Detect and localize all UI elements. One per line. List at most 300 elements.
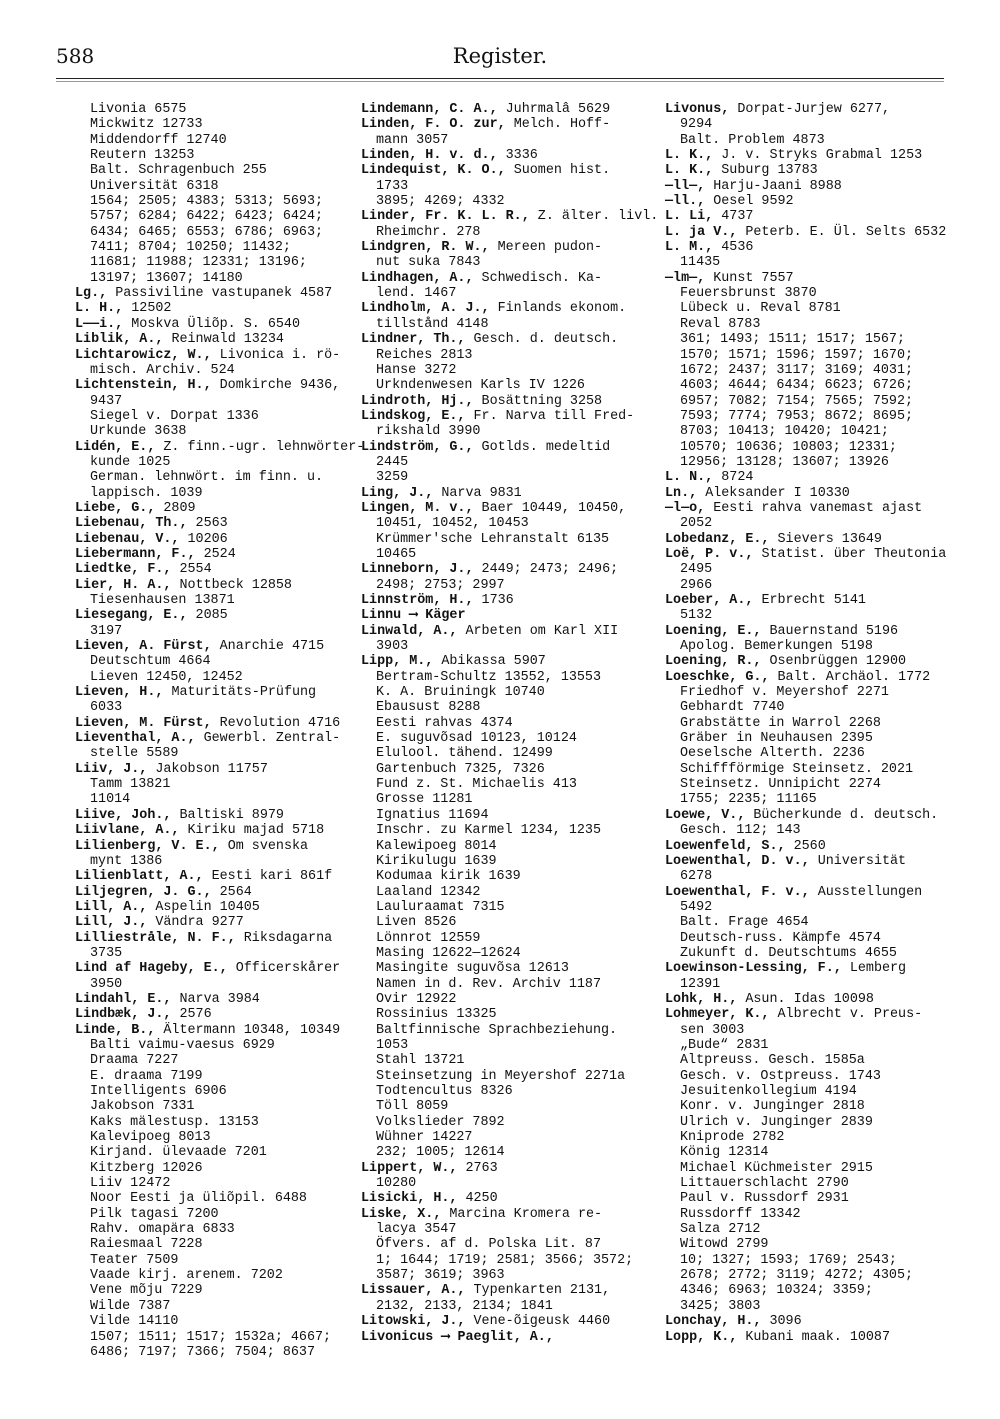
index-subentry — [75, 1268, 360, 1283]
index-subentry — [361, 946, 646, 961]
entry-author: Lindhagen, A., — [361, 270, 474, 286]
index-entry — [361, 1314, 646, 1329]
entry-text: 1564; 2505; 4383; 5313; 5693; — [90, 194, 324, 210]
index-subentry — [361, 317, 646, 332]
entry-text: Töll 8059 — [376, 1099, 449, 1115]
entry-text: 6278 — [680, 869, 713, 885]
index-subentry — [75, 700, 360, 715]
entry-text: Livonia 6575 — [90, 102, 187, 117]
entry-text: Jesuitenkollegium 4194 — [680, 1084, 857, 1099]
entry-text: Rahv. omapära 6833 — [90, 1222, 235, 1238]
entry-text: Typenkarten 2131, — [465, 1283, 611, 1299]
index-entry — [75, 731, 360, 746]
index-subentry — [665, 685, 950, 700]
entry-text: Liiv 12472 — [90, 1176, 171, 1192]
index-subentry — [665, 1237, 950, 1252]
entry-text: Gesch. d. deutsch. — [465, 332, 619, 348]
entry-text: Balt. Schragenbuch 255 — [90, 163, 267, 179]
index-entry — [361, 271, 646, 286]
index-subentry — [75, 271, 360, 286]
index-subentry — [361, 885, 646, 900]
entry-author: Lindahl, E., — [75, 991, 172, 1007]
entry-text: kunde 1025 — [90, 454, 171, 470]
entry-text: 5492 — [680, 899, 713, 915]
entry-text: E. draama 7199 — [90, 1068, 203, 1084]
index-subentry — [361, 1222, 646, 1237]
index-entry — [75, 885, 360, 900]
entry-text: 12391 — [680, 976, 721, 992]
entry-text: Öfvers. af d. Polska Lit. 87 — [376, 1237, 601, 1253]
entry-text: rikshald 3990 — [376, 424, 481, 440]
index-entry — [665, 670, 950, 685]
index-subentry — [361, 1299, 646, 1314]
index-subentry — [665, 1283, 950, 1298]
entry-text: Marcina Kromera re- — [441, 1206, 603, 1222]
index-entry — [75, 915, 360, 930]
entry-author: L. H., — [75, 301, 124, 317]
index-entry — [361, 440, 646, 455]
entry-text: 1733 — [376, 178, 409, 194]
index-entry — [361, 1283, 646, 1298]
entry-author: L. M., — [665, 240, 714, 256]
index-subentry — [361, 792, 646, 807]
index-entry — [361, 117, 646, 132]
entry-author: —ll., — [665, 194, 706, 210]
index-subentry — [75, 1222, 360, 1237]
entry-text: stelle 5589 — [90, 746, 179, 762]
index-entry — [665, 654, 950, 669]
entry-author: Linwald, A., — [361, 623, 458, 639]
index-subentry — [361, 685, 646, 700]
entry-author: Lissauer, A., — [361, 1283, 466, 1299]
entry-text: Konr. v. Junginger 2818 — [680, 1099, 865, 1115]
index-subentry — [665, 762, 950, 777]
index-entry — [665, 271, 950, 286]
index-subentry — [361, 1145, 646, 1160]
index-entry — [75, 332, 360, 347]
entry-text: Bosättning 3258 — [473, 393, 603, 409]
index-subentry — [665, 1115, 950, 1130]
entry-text: Fund z. St. Michaelis 413 — [376, 777, 577, 793]
entry-text: Middendorff 12740 — [90, 132, 227, 148]
index-subentry — [665, 700, 950, 715]
entry-text: 10; 1327; 1593; 1769; 2543; — [680, 1252, 897, 1268]
entry-text: Gartenbuch 7325, 7326 — [376, 761, 545, 777]
entry-text: Balt. Archäol. 1772 — [769, 669, 931, 685]
entry-text: Lemberg — [841, 961, 907, 977]
entry-text: Kunst 7557 — [705, 270, 794, 286]
entry-text: Statist. über Theutonia — [753, 546, 947, 562]
index-subentry — [665, 578, 950, 593]
index-subentry — [665, 823, 950, 838]
index-subentry — [75, 1053, 360, 1068]
index-entry — [75, 992, 360, 1007]
entry-author: Liske, X., — [361, 1206, 442, 1222]
entry-text: Reiches 2813 — [376, 347, 473, 363]
index-entry — [665, 179, 950, 194]
entry-text: „Bude“ 2831 — [680, 1037, 769, 1053]
entry-author: Liiv, J., — [75, 761, 148, 777]
running-title: Register. — [452, 44, 548, 68]
entry-text: Deutschtum 4664 — [90, 654, 211, 670]
index-subentry — [75, 1283, 360, 1298]
entry-author: Lindroth, Hj., — [361, 393, 474, 409]
index-entry — [361, 654, 646, 669]
entry-text: J. v. Stryks Grabmal 1253 — [713, 148, 923, 164]
entry-text: Ignatius 11694 — [376, 807, 489, 823]
index-entry — [665, 163, 950, 178]
index-subentry — [361, 731, 646, 746]
index-subentry — [361, 808, 646, 823]
index-subentry — [75, 670, 360, 685]
entry-text: 3735 — [90, 945, 123, 961]
index-subentry — [75, 209, 360, 224]
index-subentry — [361, 1099, 646, 1114]
index-subentry — [75, 470, 360, 485]
index-subentry — [665, 1069, 950, 1084]
entry-text: Fr. Narva till Fred- — [465, 408, 635, 424]
entry-text: Ulrich v. Junginger 2839 — [680, 1114, 873, 1130]
entry-text: sen 3003 — [680, 1022, 745, 1038]
index-entry — [75, 716, 360, 731]
index-entry — [665, 808, 950, 823]
index-subentry — [665, 440, 950, 455]
index-entry — [75, 547, 360, 562]
entry-text: 2763 — [457, 1160, 498, 1176]
entry-author: Lippert, W., — [361, 1160, 458, 1176]
entry-text: Osenbrüggen 12900 — [761, 654, 907, 670]
entry-text: 2132, 2133, 2134; 1841 — [376, 1298, 553, 1314]
index-entry — [665, 992, 950, 1007]
index-subentry — [665, 255, 950, 270]
entry-author: Lindequist, K. O., — [361, 163, 506, 179]
index-subentry — [361, 961, 646, 976]
index-entry — [75, 1007, 360, 1022]
index-entry — [665, 148, 950, 163]
index-entry — [665, 532, 950, 547]
index-subentry — [361, 1130, 646, 1145]
entry-text: 10465 — [376, 546, 417, 562]
index-subentry — [665, 1299, 950, 1314]
entry-author: Lobedanz, E., — [665, 531, 770, 547]
entry-text: lacya 3547 — [376, 1222, 457, 1238]
entry-text: Arbeten om Karl XII — [457, 623, 619, 639]
index-subentry — [361, 762, 646, 777]
index-subentry — [665, 1253, 950, 1268]
entry-text: lend. 1467 — [376, 286, 457, 302]
index-entry — [361, 332, 646, 347]
entry-text: 4737 — [713, 209, 754, 225]
entry-author: —lm—, — [665, 270, 706, 286]
entry-text: 3197 — [90, 623, 123, 639]
index-column-3 — [665, 102, 950, 1345]
entry-text: 10570; 10636; 10803; 12331; — [680, 439, 897, 455]
entry-text: Urkunde 3638 — [90, 424, 187, 440]
entry-text: tillstånd 4148 — [376, 316, 489, 332]
entry-author: Linder, Fr. K. L. R., — [361, 209, 530, 225]
entry-text: Abikassa 5907 — [433, 654, 546, 670]
index-subentry — [665, 1191, 950, 1206]
index-subentry — [361, 992, 646, 1007]
entry-author: Loening, E., — [665, 623, 762, 639]
index-subentry — [361, 670, 646, 685]
index-entry — [665, 240, 950, 255]
entry-text: Domkirche 9436, — [211, 378, 341, 394]
entry-text: Harju-Jaani 8988 — [705, 178, 842, 194]
entry-text: Officerskårer — [227, 961, 341, 977]
index-entry — [75, 378, 360, 393]
entry-text: 8703; 10413; 10420; 10421; — [680, 424, 889, 440]
entry-text: Aspelin 10405 — [147, 899, 260, 915]
entry-text: Kirjand. ülevaade 7201 — [90, 1145, 267, 1161]
entry-text: 11435 — [680, 255, 721, 271]
entry-text: Lübeck u. Reval 8781 — [680, 301, 841, 317]
entry-text: Kalewipoeg 8014 — [376, 838, 497, 854]
entry-text: lappisch. 1039 — [90, 485, 203, 501]
index-subentry — [361, 255, 646, 270]
index-entry — [75, 762, 360, 777]
entry-author: Liebenau, V., — [75, 531, 180, 547]
entry-author: Loeber, A., — [665, 593, 754, 608]
entry-author: Liedtke, F., — [75, 562, 172, 578]
index-subentry — [361, 455, 646, 470]
index-subentry — [361, 1038, 646, 1053]
entry-text: 6434; 6465; 6553; 6786; 6963; — [90, 224, 324, 240]
index-entry — [75, 301, 360, 316]
entry-text: Kirikulugu 1639 — [376, 853, 497, 869]
entry-text: 2678; 2772; 3119; 4272; 4305; — [680, 1268, 914, 1284]
index-subentry — [75, 394, 360, 409]
index-subentry — [665, 639, 950, 654]
index-subentry — [75, 1099, 360, 1114]
entry-text: Paul v. Russdorf 2931 — [680, 1191, 849, 1207]
index-entry — [665, 1007, 950, 1022]
entry-text: 12956; 13128; 13607; 13926 — [680, 454, 889, 470]
index-subentry — [665, 301, 950, 316]
index-entry — [361, 624, 646, 639]
index-entry — [361, 102, 646, 117]
index-subentry — [75, 133, 360, 148]
index-entry — [361, 486, 646, 501]
entry-text: Wilde 7387 — [90, 1298, 171, 1314]
index-entry — [75, 562, 360, 577]
entry-text: Ebausust 8288 — [376, 700, 481, 716]
entry-text: Gewerbl. Zentral- — [195, 731, 341, 747]
index-entry — [75, 286, 360, 301]
entry-text: 12502 — [123, 301, 172, 317]
entry-text: Russdorff 13342 — [680, 1206, 801, 1222]
index-subentry — [361, 1023, 646, 1038]
entry-text: Laaland 12342 — [376, 884, 481, 900]
index-subentry — [361, 777, 646, 792]
entry-author: Linnu ⟶ Käger — [361, 608, 466, 624]
index-subentry — [361, 1253, 646, 1268]
entry-text: Masing 12622—12624 — [376, 945, 521, 961]
entry-author: Liive, Joh., — [75, 807, 172, 823]
index-subentry — [665, 117, 950, 132]
entry-author: Lind af Hageby, E., — [75, 961, 228, 977]
index-subentry — [665, 455, 950, 470]
entry-text: Juhrmalâ 5629 — [497, 102, 611, 117]
index-subentry — [75, 1345, 360, 1360]
entry-text: 5757; 6284; 6422; 6423; 6424; — [90, 209, 324, 225]
entry-text: Draama 7227 — [90, 1053, 179, 1069]
entry-text: 1755; 2235; 11165 — [680, 792, 817, 808]
entry-text: Z. finn.-ugr. lehnwörter- — [155, 439, 365, 455]
entry-text: Balt. Problem 4873 — [680, 132, 825, 148]
entry-text: Reinwald 13234 — [163, 332, 284, 348]
index-subentry — [665, 1176, 950, 1191]
index-subentry — [665, 731, 950, 746]
index-subentry — [665, 869, 950, 884]
index-subentry — [665, 394, 950, 409]
entry-text: Narva 9831 — [433, 485, 522, 501]
entry-author: L. ja V., — [665, 224, 738, 240]
index-subentry — [665, 792, 950, 807]
index-entry — [75, 516, 360, 531]
entry-text: Grosse 11281 — [376, 792, 473, 808]
index-entry — [665, 885, 950, 900]
entry-author: Lindgren, R. W., — [361, 240, 490, 256]
index-subentry — [75, 102, 360, 117]
entry-text: Gotlds. medeltid — [473, 439, 611, 455]
index-entry — [665, 486, 950, 501]
index-subentry — [361, 1237, 646, 1252]
entry-text: Balti vaimu-vaesus 6929 — [90, 1037, 275, 1053]
entry-author: Liebermann, F., — [75, 546, 196, 562]
index-subentry — [75, 363, 360, 378]
index-entry — [75, 839, 360, 854]
entry-text: Apolog. Bemerkungen 5198 — [680, 639, 873, 655]
entry-text: Kniprode 2782 — [680, 1130, 785, 1146]
entry-text: misch. Archiv. 524 — [90, 362, 235, 378]
entry-text: Rheimchr. 278 — [376, 224, 481, 240]
entry-author: Lieven, A. Fürst, — [75, 639, 212, 655]
entry-text: Revolution 4716 — [211, 715, 341, 731]
index-subentry — [361, 1053, 646, 1068]
index-entry — [361, 1207, 646, 1222]
entry-text: 361; 1493; 1511; 1517; 1567; — [680, 332, 905, 348]
entry-text: Kitzberg 12026 — [90, 1160, 203, 1176]
index-entry — [665, 102, 950, 117]
entry-text: Deutsch-russ. Kämpfe 4574 — [680, 930, 881, 946]
entry-author: Lindholm, A. J., — [361, 301, 490, 317]
index-subentry — [665, 931, 950, 946]
entry-text: 2524 — [195, 546, 236, 562]
index-subentry — [665, 946, 950, 961]
index-entry — [665, 470, 950, 485]
index-entry — [75, 931, 360, 946]
entry-author: Lindbæk, J., — [75, 1007, 172, 1023]
entry-text: 3903 — [376, 639, 409, 655]
entry-text: Liven 8526 — [376, 915, 457, 931]
index-entry — [361, 240, 646, 255]
index-subentry — [75, 486, 360, 501]
entry-author: Loewenthal, F. v., — [665, 884, 810, 900]
entry-text: Schiffförmige Steinsetz. 2021 — [680, 761, 914, 777]
index-entry — [361, 394, 646, 409]
index-subentry — [665, 1222, 950, 1237]
entry-author: Lopp, K., — [665, 1329, 738, 1345]
entry-author: Linden, F. O. zur, — [361, 117, 506, 133]
index-entry — [665, 547, 950, 562]
entry-text: Kaks mälestusp. 13153 — [90, 1114, 259, 1130]
index-subentry — [361, 746, 646, 761]
entry-author: Lonchay, H., — [665, 1314, 762, 1330]
entry-text: Albrecht v. Preus- — [769, 1007, 923, 1023]
entry-author: L. K., — [665, 148, 714, 164]
index-entry — [75, 685, 360, 700]
entry-text: Mickwitz 12733 — [90, 117, 203, 133]
index-entry — [665, 961, 950, 976]
entry-text: Bauernstand 5196 — [761, 623, 899, 639]
index-subentry — [75, 225, 360, 240]
index-entry — [75, 823, 360, 838]
entry-text: 6033 — [90, 700, 123, 716]
index-entry — [361, 1161, 646, 1176]
entry-text: 3950 — [90, 976, 123, 992]
index-subentry — [361, 823, 646, 838]
entry-text: 4603; 4644; 6434; 6623; 6726; — [680, 378, 914, 394]
entry-text: Altpreuss. Gesch. 1585a — [680, 1053, 865, 1069]
entry-text: Moskva Üliõp. S. 6540 — [123, 316, 301, 332]
entry-text: Witowd 2799 — [680, 1237, 769, 1253]
index-entry — [361, 501, 646, 516]
entry-author: Livonus, — [665, 102, 730, 117]
entry-text: Lönnrot 12559 — [376, 930, 481, 946]
entry-text: 2052 — [680, 516, 713, 532]
index-subentry — [75, 1191, 360, 1206]
index-entry — [75, 532, 360, 547]
entry-text: 4250 — [457, 1191, 498, 1207]
entry-text: Littauerschlacht 2790 — [680, 1176, 849, 1192]
index-subentry — [361, 348, 646, 363]
entry-text: 2498; 2753; 2997 — [376, 577, 505, 593]
entry-text: König 12314 — [680, 1145, 769, 1161]
index-entry — [361, 301, 646, 316]
entry-text: Bücherkunde d. deutsch. — [745, 807, 939, 823]
entry-author: Liebe, G., — [75, 500, 156, 516]
entry-author: Ln., — [665, 485, 698, 501]
index-subentry — [665, 133, 950, 148]
entry-author: Lichtarowicz, W., — [75, 347, 212, 363]
index-subentry — [361, 133, 646, 148]
entry-text: 10280 — [376, 1176, 417, 1192]
index-entry — [75, 808, 360, 823]
entry-author: L. K., — [665, 163, 714, 179]
entry-author: Lohmeyer, K., — [665, 1007, 770, 1023]
entry-text: Oeselsche Alterth. 2236 — [680, 746, 865, 762]
entry-text: Schwedisch. Ka- — [473, 270, 603, 286]
index-subentry — [665, 746, 950, 761]
index-subentry — [361, 470, 646, 485]
index-entry — [665, 624, 950, 639]
index-entry — [75, 348, 360, 363]
index-subentry — [665, 1145, 950, 1160]
index-entry — [75, 578, 360, 593]
index-entry — [361, 409, 646, 424]
entry-text: Oesel 9592 — [705, 194, 794, 210]
entry-text: Namen in d. Rev. Archiv 1187 — [376, 976, 601, 992]
entry-author: Lindemann, C. A., — [361, 102, 498, 117]
entry-text: German. lehnwört. im finn. u. — [90, 470, 324, 486]
entry-author: L——i., — [75, 316, 124, 332]
entry-text: Inschr. zu Karmel 1234, 1235 — [376, 823, 601, 839]
entry-author: Loë, P. v., — [665, 546, 754, 562]
entry-text: Kiriku majad 5718 — [179, 823, 325, 839]
entry-text: 2554 — [171, 562, 212, 578]
entry-text: Anarchie 4715 — [211, 639, 325, 655]
